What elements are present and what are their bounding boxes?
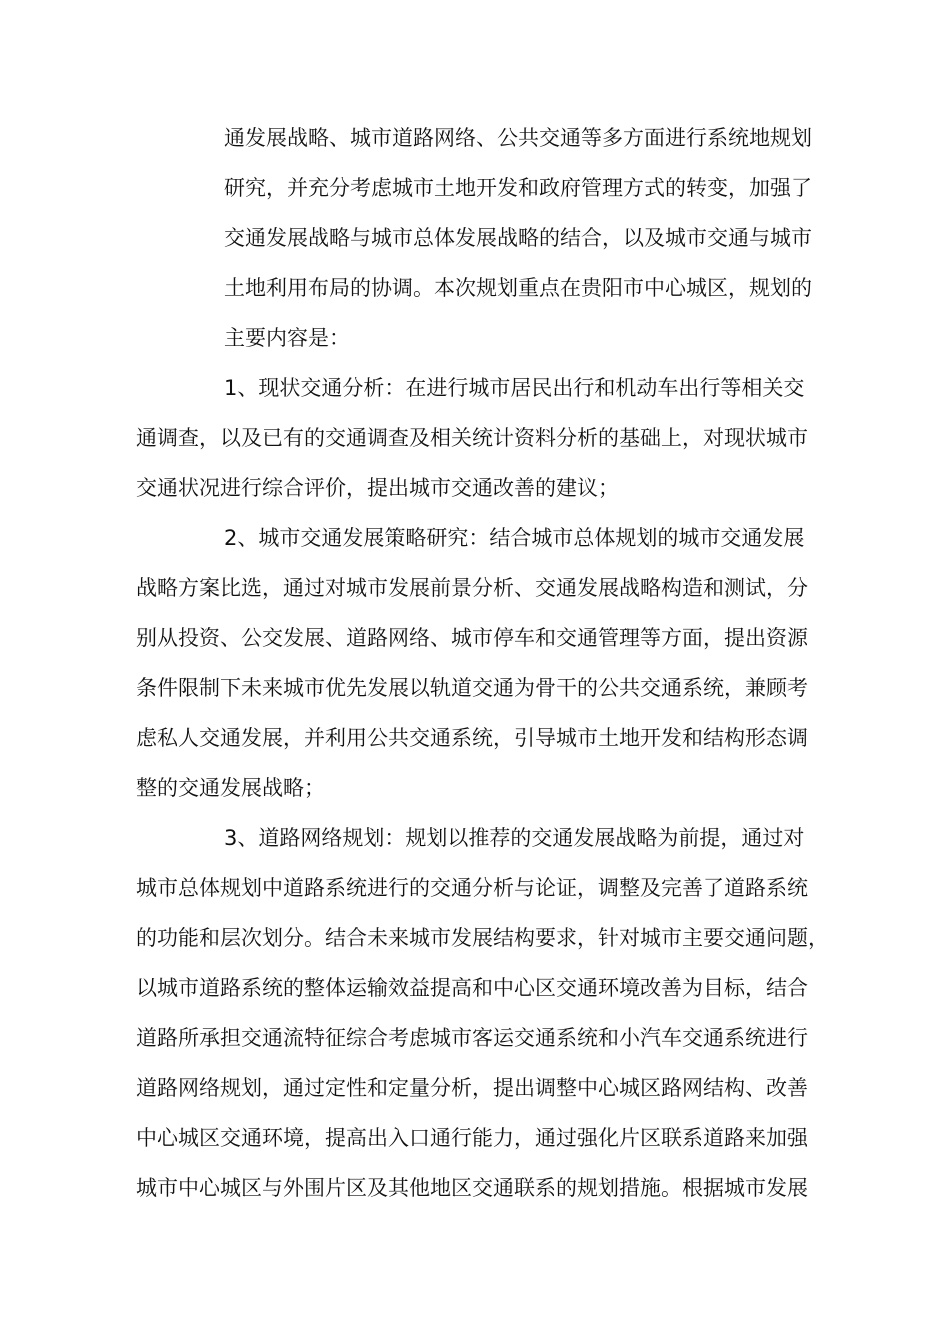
- text-line: 虑私人交通发展，并利用公共交通系统，引导城市土地开发和结构形态调: [136, 726, 808, 750]
- text-line: 道路网络规划，通过定性和定量分析，提出调整中心城区路网结构、改善: [136, 1076, 808, 1100]
- text-line: 条件限制下未来城市优先发展以轨道交通为骨干的公共交通系统，兼顾考: [136, 676, 808, 700]
- text-line: 通发展战略、城市道路网络、公共交通等多方面进行系统地规划: [224, 126, 812, 150]
- text-line: 道路所承担交通流特征综合考虑城市客运交通系统和小汽车交通系统进行: [136, 1026, 808, 1050]
- text-line: 城市中心城区与外围片区及其他地区交通联系的规划措施。根据城市发展: [136, 1176, 808, 1200]
- text-line: 中心城区交通环境，提高出入口通行能力，通过强化片区联系道路来加强: [136, 1126, 808, 1150]
- text-line: 交通发展战略与城市总体发展战略的结合，以及城市交通与城市: [224, 226, 812, 250]
- text-line: 交通状况进行综合评价，提出城市交通改善的建议；: [136, 476, 619, 500]
- text-line: 的功能和层次划分。结合未来城市发展结构要求，针对城市主要交通问题，: [136, 926, 829, 950]
- text-line: 通调查，以及已有的交通调查及相关统计资料分析的基础上，对现状城市: [136, 426, 808, 450]
- text-line: 3、道路网络规划：规划以推荐的交通发展战略为前提，通过对: [224, 826, 805, 850]
- text-line: 别从投资、公交发展、道路网络、城市停车和交通管理等方面，提出资源: [136, 626, 808, 650]
- text-line: 以城市道路系统的整体运输效益提高和中心区交通环境改善为目标，结合: [136, 976, 808, 1000]
- text-line: 2、城市交通发展策略研究：结合城市总体规划的城市交通发展: [224, 526, 805, 550]
- text-line: 战略方案比选，通过对城市发展前景分析、交通发展战略构造和测试，分: [136, 576, 808, 600]
- text-line: 城市总体规划中道路系统进行的交通分析与论证，调整及完善了道路系统: [136, 876, 808, 900]
- text-line: 研究，并充分考虑城市土地开发和政府管理方式的转变，加强了: [224, 176, 812, 200]
- text-line: 土地利用布局的协调。本次规划重点在贵阳市中心城区，规划的: [224, 276, 812, 300]
- text-line: 主要内容是：: [224, 326, 350, 350]
- text-line: 1、现状交通分析：在进行城市居民出行和机动车出行等相关交: [224, 376, 805, 400]
- text-line: 整的交通发展战略；: [136, 776, 325, 800]
